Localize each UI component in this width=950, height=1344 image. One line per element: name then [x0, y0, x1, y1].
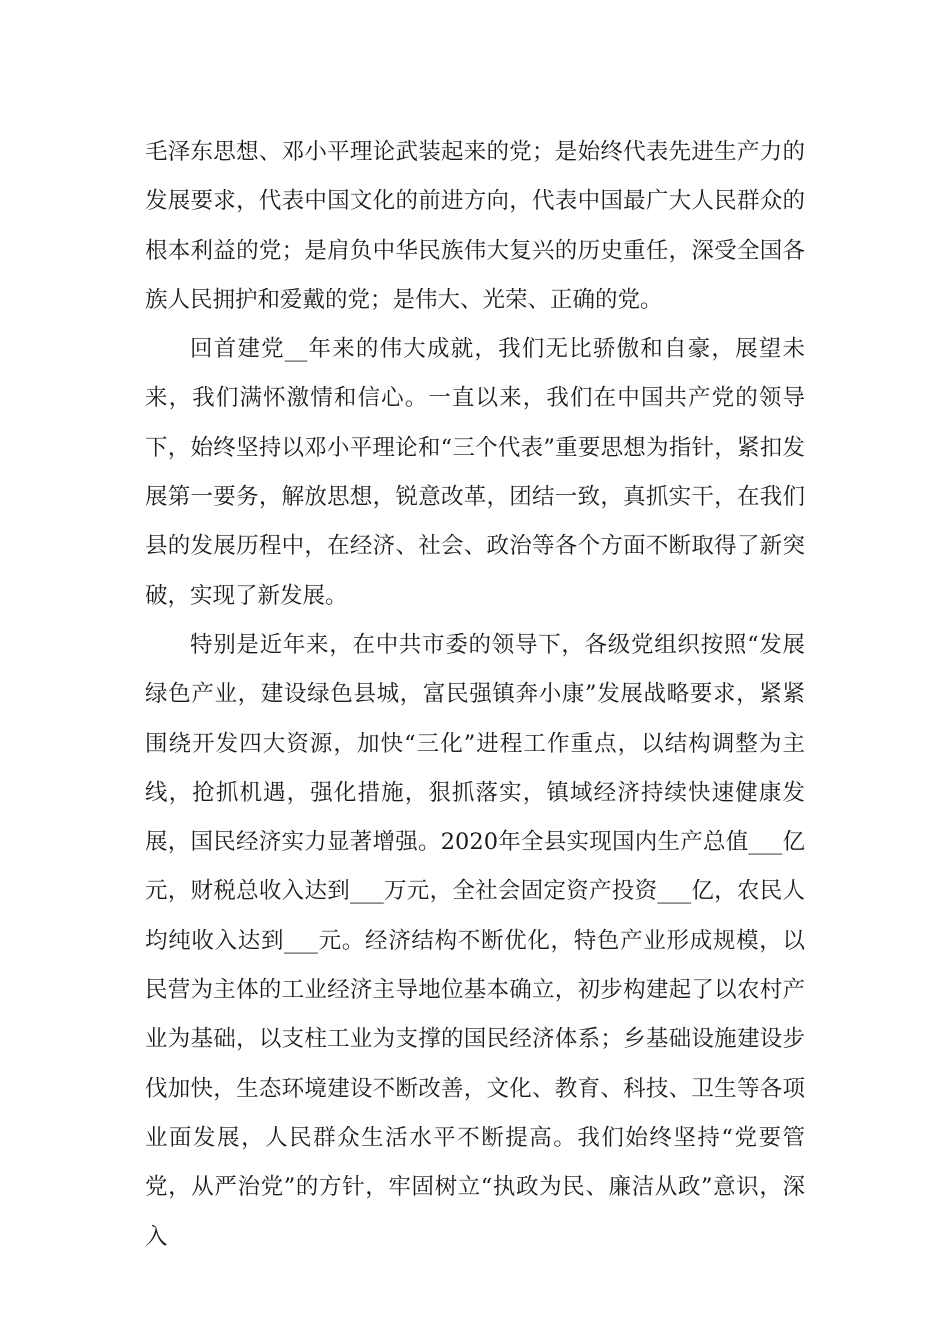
- paragraph-2: 回首建党__年来的伟大成就，我们无比骄傲和自豪，展望未来，我们满怀激情和信心。一直以来，我们在中国共产党的领导下，始终坚持以邓小平理论和“三个代表”重要思想为指针，紧扣发展第一要务，解放思想，锐意改革，团结一致，真抓实干，在我们县的发展历程中，在经济、社会、政治等各个方面不断取得了新突破，实现了新发展。: [145, 336, 805, 609]
- paragraph-3: 特别是近年来，在中共市委的领导下，各级党组织按照“发展绿色产业，建设绿色县城，富民强镇奔小康”发展战略要求，紧紧围绕开发四大资源，加快“三化”进程工作重点，以结构调整为主线，抢抓机遇，强化措施，狠抓落实，镇域经济持续快速健康发展，国民经济实力显著增强。2020年全县实现国内生产总值___亿元，财税总收入达到___万元，全社会固定资产投资___亿，农民人均纯收入达到___元。经济结构不断优化，特色产业形成规模，以民营为主体的工业经济主导地位基本确立，初步构建起了以农村产业为基础，以支柱工业为支撑的国民经济体系；乡基础设施建设步伐加快，生态环境建设不断改善，文化、教育、科技、卫生等各项业面发展，人民群众生活水平不断提高。我们始终坚持“党要管党，从严治党”的方针，牢固树立“执政为民、廉洁从政”意识，深入: [145, 631, 805, 1250]
- document-body: [145, 128, 805, 1262]
- paragraph-1: 毛泽东思想、邓小平理论武装起来的党；是始终代表先进生产力的发展要求，代表中国文化的前进方向，代表中国最广大人民群众的根本利益的党；是肩负中华民族伟大复兴的历史重任，深受全国各族人民拥护和爱戴的党；是伟大、光荣、正确的党。: [145, 139, 805, 313]
